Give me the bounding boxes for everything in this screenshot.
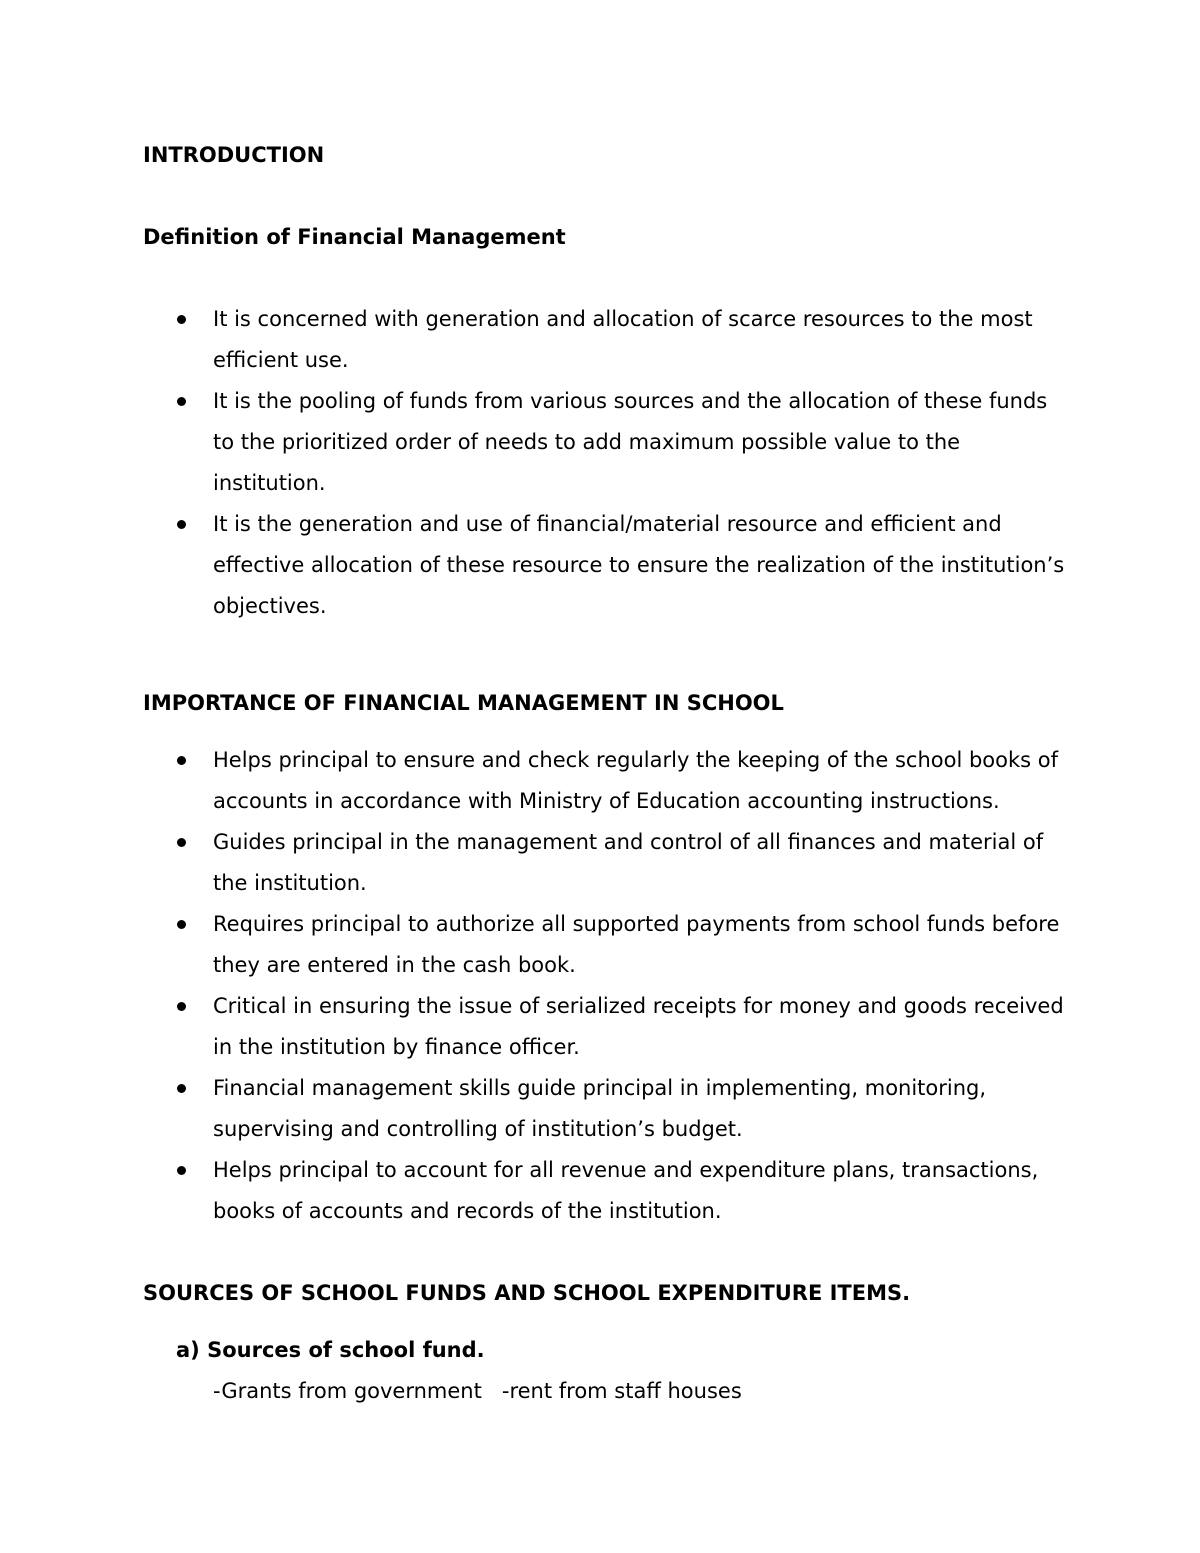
sources-line: -Grants from government -rent from staff houses — [213, 1379, 742, 1403]
bullet-icon — [177, 920, 186, 929]
importance-list — [143, 740, 1073, 1232]
list-item-text: Financial management skills guide principal in implementing, monitoring, supervising and controlling of institution’s budget. — [213, 1076, 987, 1141]
list-item — [143, 904, 1073, 986]
definition-heading: Definition of Financial Management — [143, 225, 566, 249]
bullet-icon — [177, 1002, 186, 1011]
list-item — [143, 504, 1073, 627]
list-item-text: Helps principal to ensure and check regularly the keeping of the school books of accounts in accordance with Ministry of Education accounting instructions. — [213, 748, 1059, 813]
bullet-icon — [177, 1084, 186, 1093]
list-item-text: It is the generation and use of financial/material resource and efficient and effective allocation of these resource to ensure the realization of the institution’s objectives. — [213, 512, 1065, 618]
list-item — [143, 740, 1073, 822]
list-item — [143, 986, 1073, 1068]
bullet-icon — [177, 838, 186, 847]
definition-list — [143, 299, 1073, 627]
list-item-text: Requires principal to authorize all supported payments from school funds before they are entered in the cash book. — [213, 912, 1060, 977]
list-item-text: It is the pooling of funds from various sources and the allocation of these funds to the prioritized order of needs to add maximum possible value to the institution. — [213, 389, 1048, 495]
sources-heading: SOURCES OF SCHOOL FUNDS AND SCHOOL EXPENDITURE ITEMS. — [143, 1281, 911, 1305]
bullet-icon — [177, 756, 186, 765]
list-item — [143, 1068, 1073, 1150]
list-item — [143, 822, 1073, 904]
sources-subheading: a) Sources of school fund. — [176, 1338, 485, 1362]
list-item — [143, 299, 1073, 381]
importance-heading: IMPORTANCE OF FINANCIAL MANAGEMENT IN SCHOOL — [143, 691, 784, 715]
list-item-text: Guides principal in the management and control of all finances and material of the institution. — [213, 830, 1044, 895]
list-item — [143, 381, 1073, 504]
bullet-icon — [177, 1166, 186, 1175]
list-item — [143, 1150, 1073, 1232]
list-item-text: Helps principal to account for all revenue and expenditure plans, transactions, books of accounts and records of the institution. — [213, 1158, 1039, 1223]
intro-heading: INTRODUCTION — [143, 143, 325, 167]
bullet-icon — [177, 520, 186, 529]
bullet-icon — [177, 315, 186, 324]
list-item-text: It is concerned with generation and allocation of scarce resources to the most efficient use. — [213, 307, 1033, 372]
bullet-icon — [177, 397, 186, 406]
list-item-text: Critical in ensuring the issue of serialized receipts for money and goods received in the institution by finance officer. — [213, 994, 1064, 1059]
